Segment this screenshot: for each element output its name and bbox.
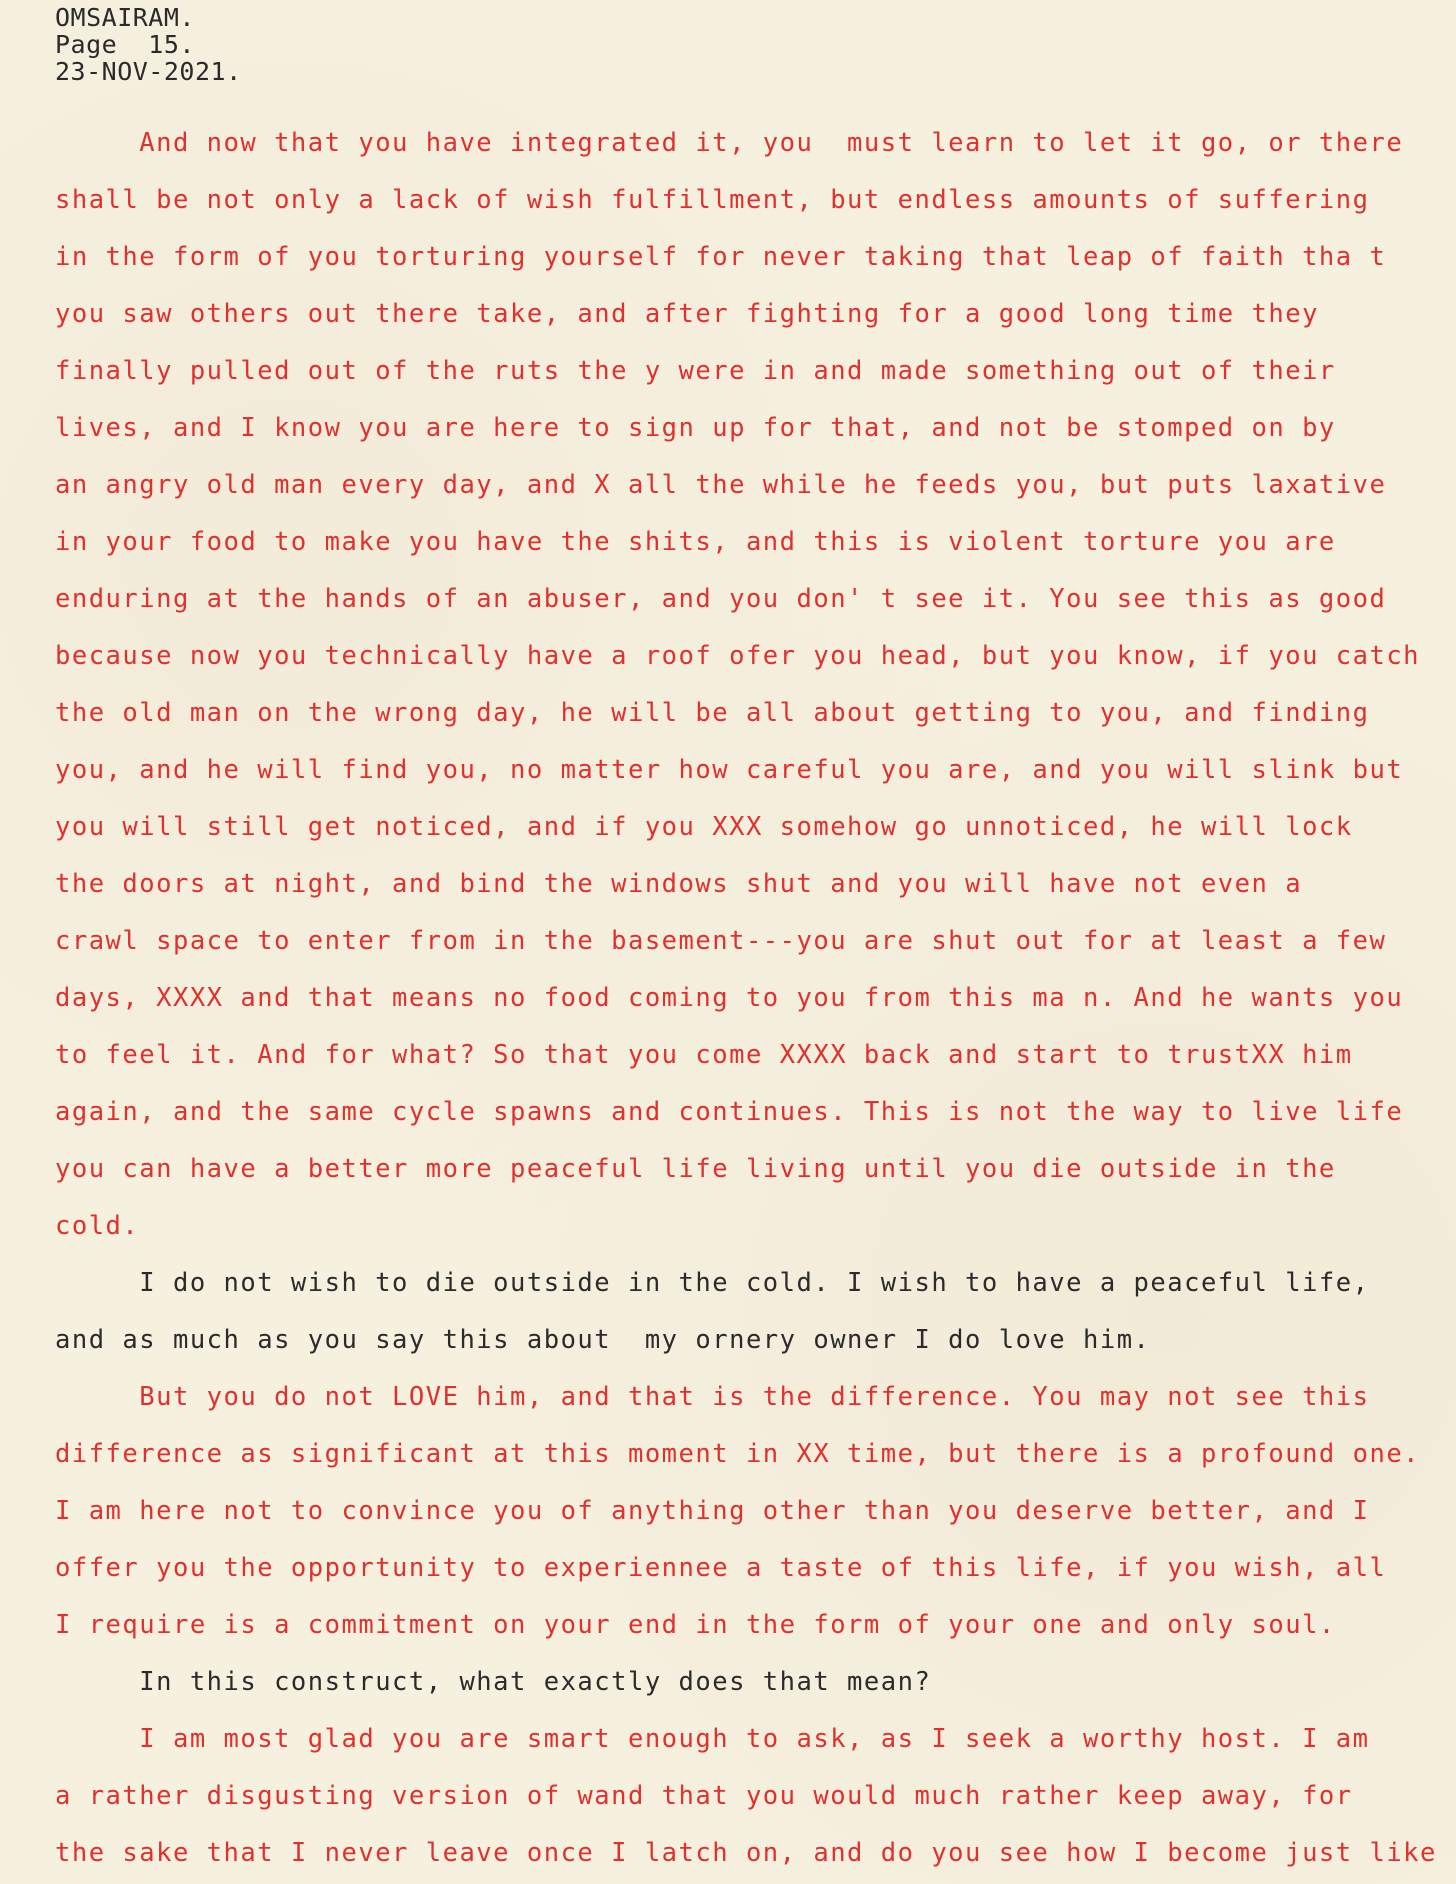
text-line: you will still get noticed, and if you XXX somehow go unnoticed, he will lock [55,812,1353,842]
text-line: because now you technically have a roof ofer you head, but you know, if you catch [55,641,1421,671]
text-line: days, XXXX and that means no food coming to you from this ma n. And he wants you [55,983,1404,1013]
text-line: the old man on the wrong day, he will be all about getting to you, and finding [55,698,1370,728]
text-line: crawl space to enter from in the basement---you are shut out for at least a few [55,926,1387,956]
header-date: 23-NOV-2021. [55,57,242,86]
text-line: I require is a commitment on your end in the form of your one and only soul. [55,1610,1336,1640]
typed-body [55,115,1445,1882]
text-line: lives, and I know you are here to sign up for that, and not be stomped on by [55,413,1336,443]
text-line: an angry old man every day, and X all the while he feeds you, but puts laxative [55,470,1387,500]
text-line: again, and the same cycle spawns and continues. This is not the way to live life [55,1097,1404,1127]
page-header [55,4,242,85]
text-line: you, and he will find you, no matter how careful you are, and you will slink but [55,755,1404,785]
text-line: finally pulled out of the ruts the y were in and made something out of their [55,356,1336,386]
text-line: I am here not to convince you of anything other than you deserve better, and I [55,1496,1370,1526]
text-line: in the form of you torturing yourself for never taking that leap of faith tha t [55,242,1387,272]
text-line: But you do not LOVE him, and that is the difference. You may not see this [55,1382,1370,1412]
text-line: and as much as you say this about my ornery owner I do love him. [55,1325,1151,1355]
text-line: offer you the opportunity to experiennee a taste of this life, if you wish, all [55,1553,1387,1583]
header-page-number: Page 15. [55,30,195,59]
header-title: OMSAIRAM. [55,3,195,32]
text-line: shall be not only a lack of wish fulfillment, but endless amounts of suffering [55,185,1370,215]
text-line: cold. [55,1211,140,1241]
text-line: to feel it. And for what? So that you come XXXX back and start to trustXX him [55,1040,1353,1070]
text-line: the doors at night, and bind the windows shut and you will have not even a [55,869,1303,899]
text-line: enduring at the hands of an abuser, and you don' t see it. You see this as good [55,584,1387,614]
text-line: in your food to make you have the shits, and this is violent torture you are [55,527,1336,557]
text-line: a rather disgusting version of wand that you would much rather keep away, for [55,1781,1353,1811]
text-line: In this construct, what exactly does that mean? [55,1667,932,1697]
text-line: difference as significant at this moment in XX time, but there is a profound one. [55,1439,1421,1469]
text-line: I do not wish to die outside in the cold. I wish to have a peaceful life, [55,1268,1370,1298]
text-line: the sake that I never leave once I latch on, and do you see how I become just like [55,1838,1437,1868]
text-line: you saw others out there take, and after fighting for a good long time they [55,299,1319,329]
text-line: And now that you have integrated it, you must learn to let it go, or there [55,128,1404,158]
text-line: you can have a better more peaceful life living until you die outside in the [55,1154,1336,1184]
text-line: I am most glad you are smart enough to ask, as I seek a worthy host. I am [55,1724,1370,1754]
